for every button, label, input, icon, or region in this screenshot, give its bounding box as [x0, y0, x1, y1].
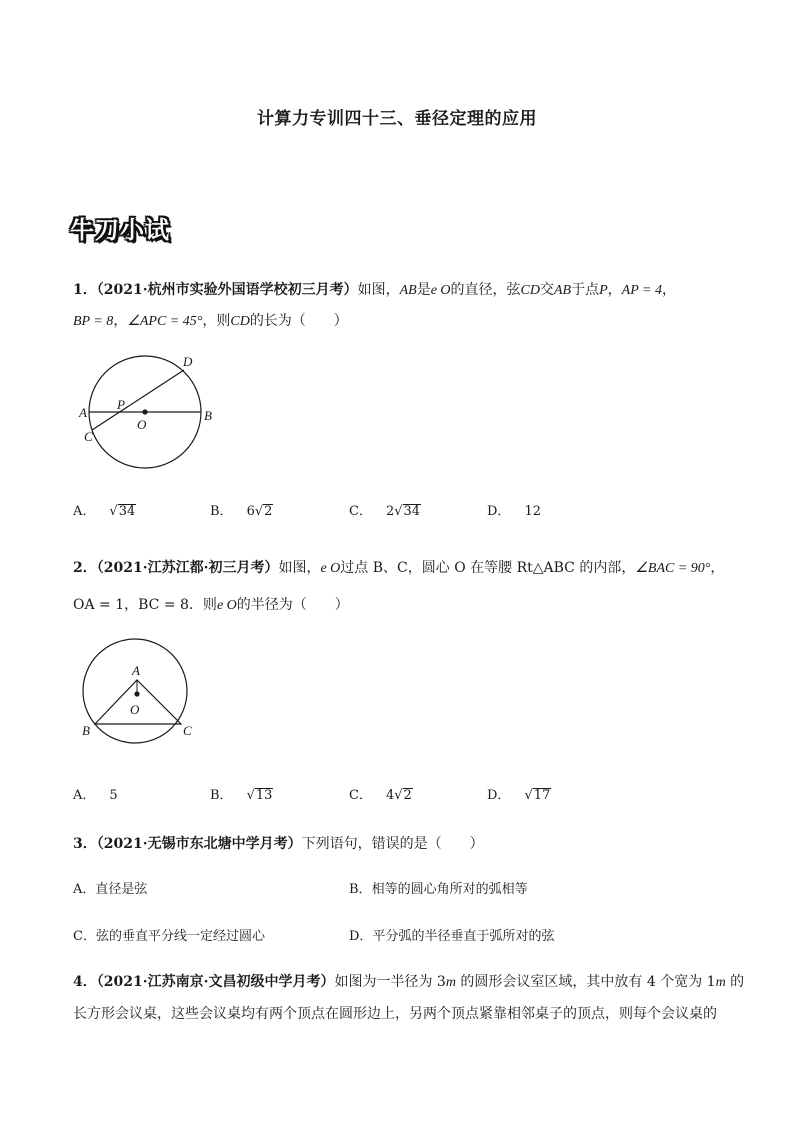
option-key: C． [349, 788, 372, 803]
q1-label-b: B [204, 408, 212, 423]
option-radicand: 2 [403, 788, 412, 803]
option-key: B． [349, 882, 372, 897]
option-key: A． [73, 504, 96, 519]
q4-stem-line1 [73, 972, 744, 993]
q1-stem-line1 [73, 280, 676, 301]
option-coef: 2 [385, 504, 395, 519]
q1-math: BP = 8 [73, 314, 114, 329]
q3-stem [73, 834, 484, 854]
q2-number: 2． [73, 560, 97, 576]
q2-label-o: O [130, 702, 140, 717]
q3-option-d[interactable] [349, 927, 554, 947]
option-text: 平分弧的半径垂直于弧所对的弦 [372, 929, 555, 944]
q1-text: 如图， [357, 282, 400, 298]
section-banner: 牛刀小试 [70, 215, 170, 244]
q2-circle-figure [75, 638, 205, 748]
q1-math: CD [230, 314, 250, 329]
option-key: C． [349, 504, 372, 519]
q2-option-c[interactable]: C． 4√2 [349, 788, 412, 803]
q1-label-d: D [183, 354, 193, 369]
q4-text: 的 [725, 974, 745, 990]
q1-option-d[interactable] [487, 502, 541, 522]
q1-option-b[interactable]: B． 6√2 [210, 504, 273, 519]
option-text: 直径是弦 [95, 882, 148, 897]
q1-center-dot [142, 409, 147, 414]
q2-stem-line1 [73, 558, 724, 579]
q2-center-dot [134, 691, 139, 696]
q2-stem-line2 [73, 595, 349, 616]
q1-math: e O [430, 283, 451, 298]
q2-circle [83, 639, 187, 743]
q3-source: （2021·无锡市东北塘中学月考） [96, 836, 302, 852]
option-value: 5 [109, 788, 118, 803]
q4-math: m [445, 975, 456, 990]
q1-math: AB [553, 283, 572, 298]
q2-label-b: B [82, 723, 90, 738]
q1-text: ，则 [202, 313, 231, 329]
option-key: C． [73, 929, 96, 944]
q1-text: ， [113, 313, 128, 329]
q1-math: CD [520, 283, 540, 298]
q2-math: ∠BAC = 90° [635, 561, 711, 576]
q2-label-c: C [183, 723, 192, 738]
q1-label-a: A [79, 405, 87, 420]
q1-math: ∠APC = 45° [127, 314, 203, 329]
q1-text: 的直径，弦 [450, 282, 521, 298]
q4-source: （2021·江苏南京·文昌初级中学月考） [96, 974, 335, 990]
q1-stem-line2 [73, 311, 348, 332]
q2-text: 的半径为（ ） [236, 597, 349, 613]
q4-text: 如图为一半径为 3 [334, 974, 446, 990]
option-radicand: 2 [264, 504, 273, 519]
q2-source: （2021·江苏江都·初三月考） [96, 560, 279, 576]
q2-text: ， [710, 560, 725, 576]
q1-label-o: O [137, 417, 147, 432]
q1-circle-figure [70, 350, 230, 475]
q1-label-p: P [117, 397, 125, 412]
option-key: A． [73, 788, 96, 803]
q4-stem-line2: 长方形会议桌，这些会议桌均有两个顶点在圆形边上，另两个顶点紧靠相邻桌子的顶点，则每个会议桌的 [73, 1006, 717, 1022]
q3-option-b[interactable] [349, 880, 528, 900]
option-key: B． [210, 788, 233, 803]
q1-math: P [599, 283, 608, 298]
option-text: 弦的垂直平分线一定经过圆心 [95, 929, 265, 944]
q1-label-c: C [84, 429, 93, 444]
option-coef: 4 [385, 788, 395, 803]
q2-option-d[interactable]: D． √17 [487, 788, 551, 803]
option-key: A． [73, 882, 96, 897]
q3-text: 下列语句，错误的是（ ） [301, 836, 484, 852]
q3-option-c[interactable] [73, 927, 265, 947]
q1-text: 于点 [571, 282, 600, 298]
q4-text: 的圆形会议室区域，其中放有 4 个宽为 1 [455, 974, 716, 990]
q1-text: ， [661, 282, 676, 298]
option-value: 12 [524, 504, 541, 519]
q2-text: OA = 1，BC = 8．则 [73, 597, 217, 613]
q1-option-a[interactable]: A． √34 [73, 504, 136, 519]
q2-text: 如图， [278, 560, 321, 576]
q2-math: e O [216, 598, 237, 613]
q1-text: 交 [539, 282, 554, 298]
q1-text: 的长为（ ） [249, 313, 348, 329]
q1-text: ， [607, 282, 622, 298]
option-key: D． [349, 929, 373, 944]
q2-label-a: A [132, 663, 140, 678]
q3-number: 3． [73, 836, 97, 852]
q1-option-c[interactable]: C． 2√34 [349, 504, 421, 519]
option-text: 相等的圆心角所对的弧相等 [371, 882, 528, 897]
q2-math: e O [320, 561, 341, 576]
q1-math: AP = 4 [621, 283, 662, 298]
q3-option-a[interactable] [73, 880, 147, 900]
q2-text: 过点 B、C，圆心 O 在等腰 Rt△ABC 的内部， [340, 560, 636, 576]
option-coef: 6 [246, 504, 255, 519]
option-radicand: 34 [118, 504, 136, 519]
option-radicand: 17 [533, 788, 551, 803]
q4-math: m [715, 975, 726, 990]
q4-number: 4． [73, 974, 97, 990]
q1-number: 1． [73, 282, 97, 298]
option-key: D． [487, 788, 511, 803]
q1-text: 是 [416, 282, 431, 298]
option-key: B． [210, 504, 233, 519]
q2-option-a[interactable] [73, 786, 118, 806]
q2-option-b[interactable]: B． √13 [210, 788, 273, 803]
q1-math: AB [399, 283, 417, 298]
option-radicand: 34 [403, 504, 421, 519]
option-key: D． [487, 504, 511, 519]
page-title: 计算力专训四十三、垂径定理的应用 [257, 109, 537, 129]
q1-source: （2021·杭州市实验外国语学校初三月考） [96, 282, 358, 298]
option-radicand: 13 [255, 788, 273, 803]
